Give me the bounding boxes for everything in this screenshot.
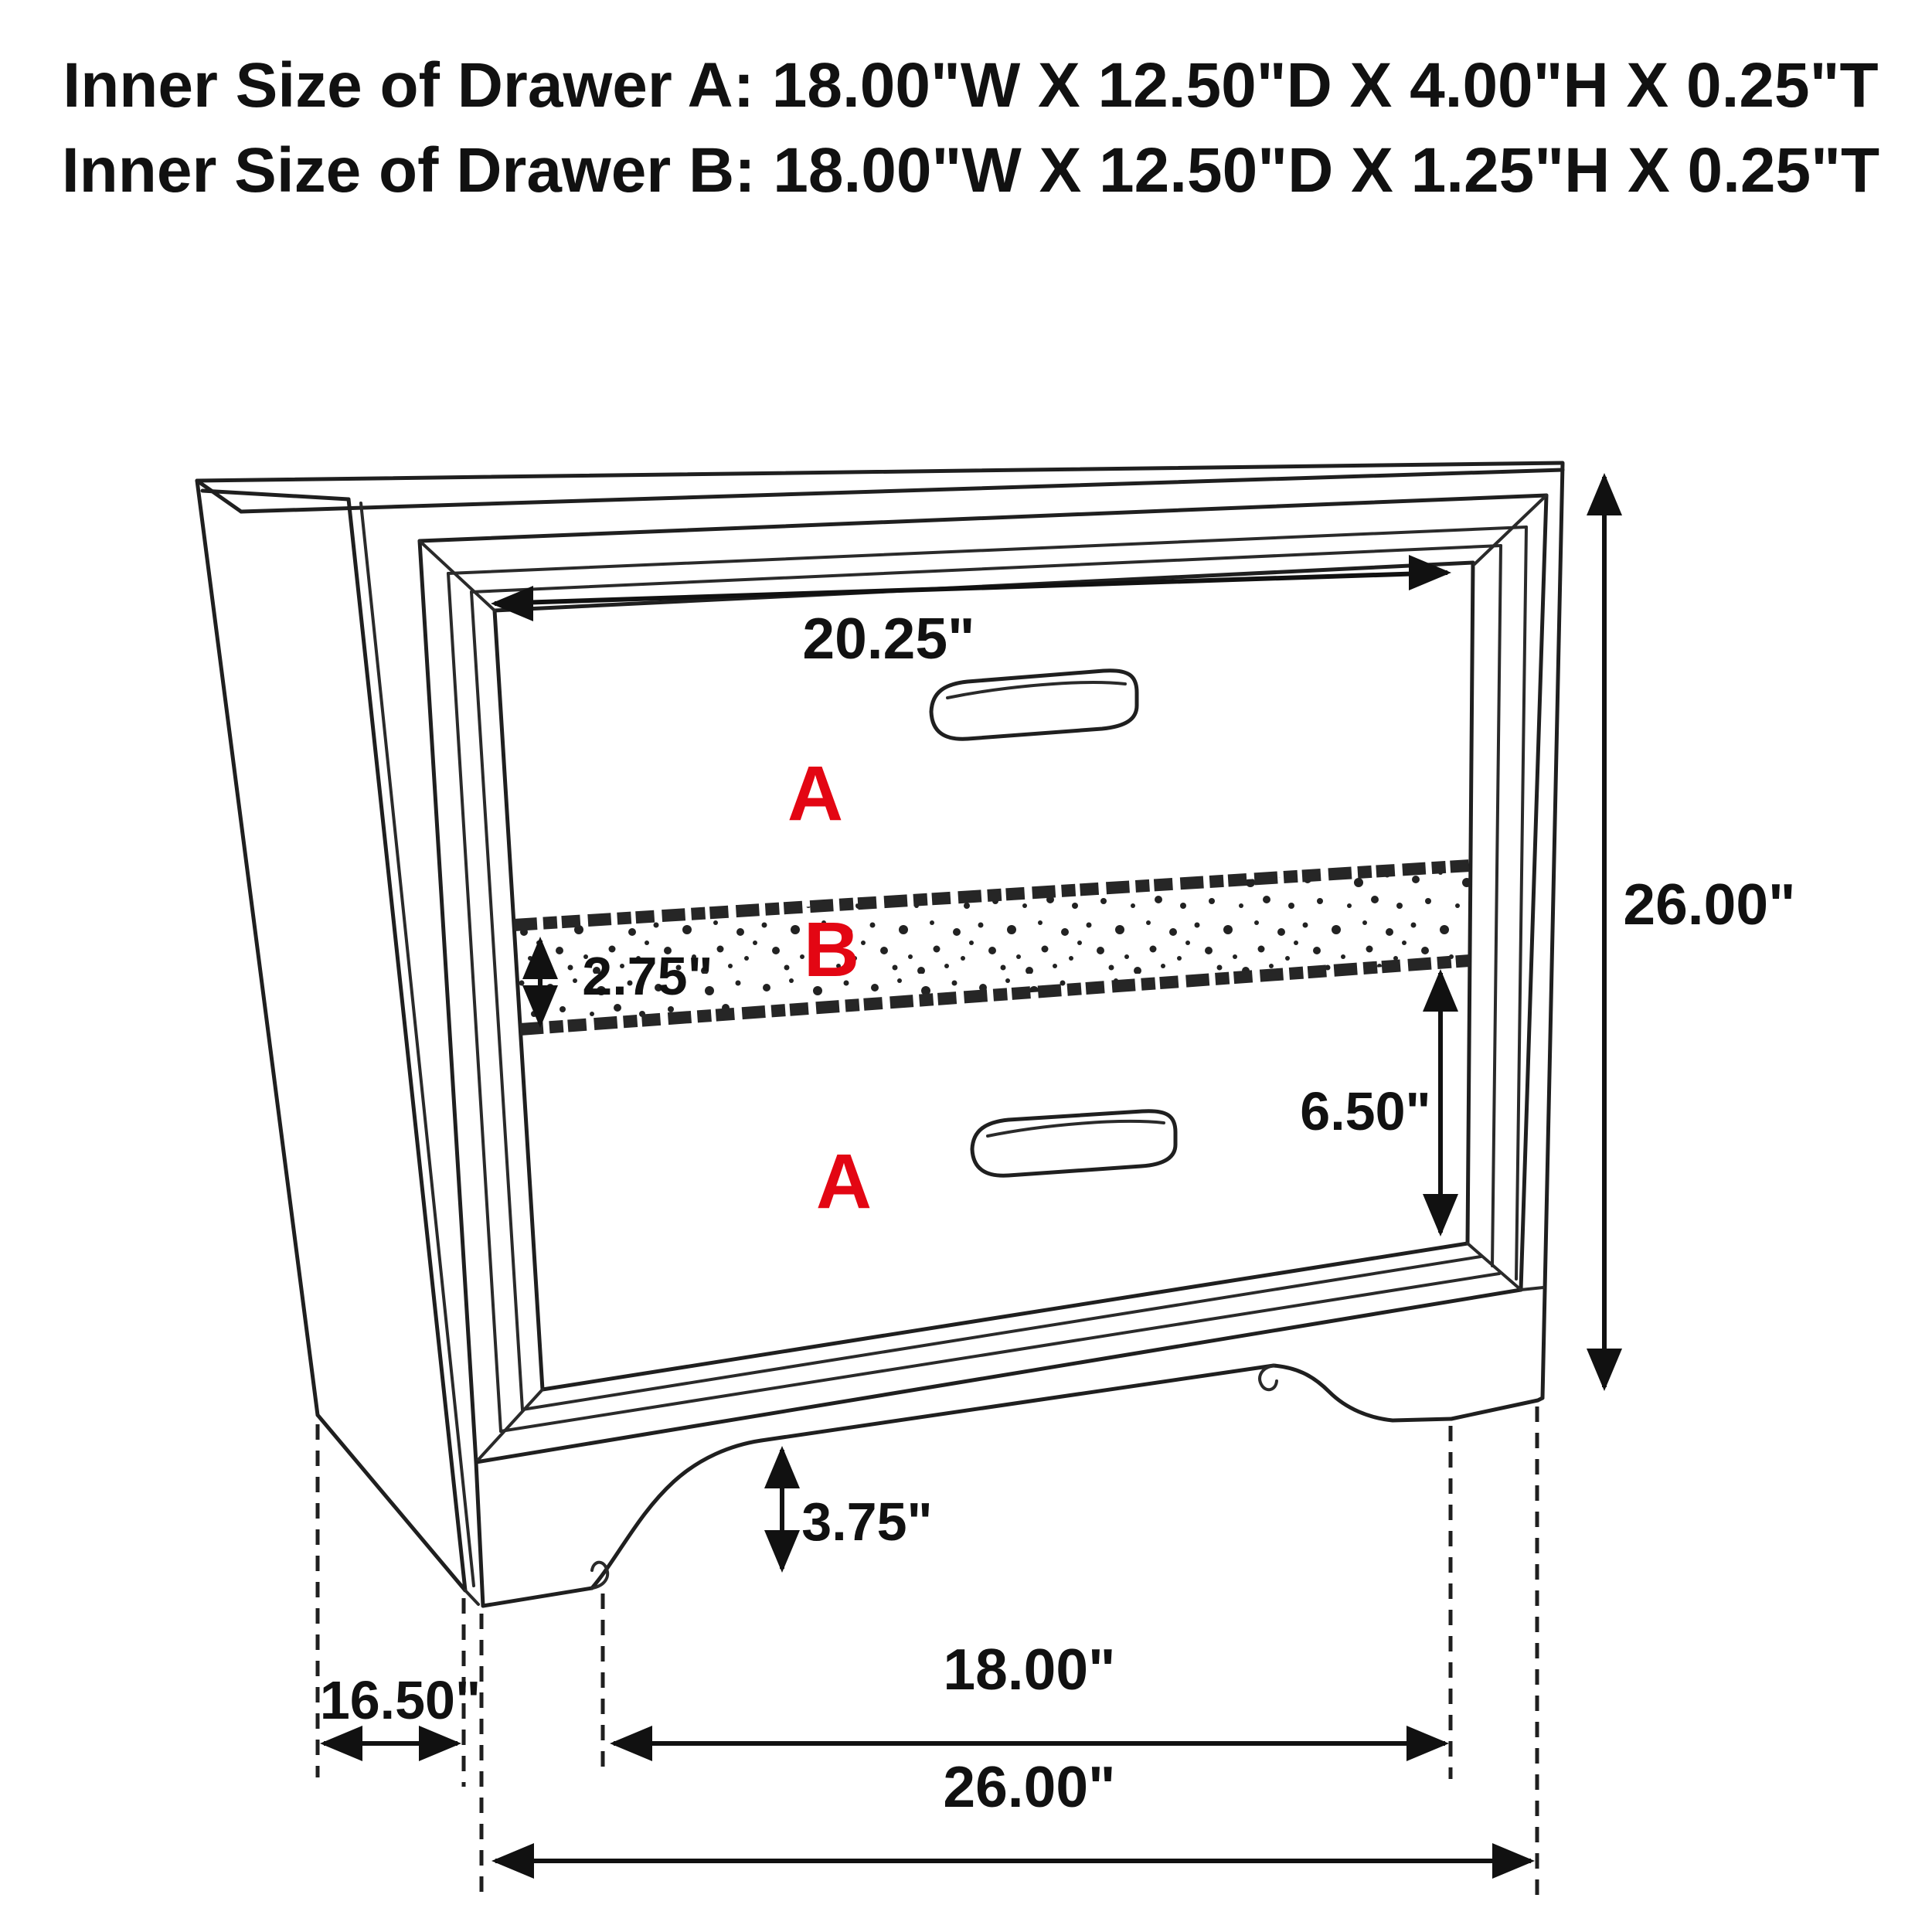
dim-bottom-drawer-height-label: 6.50" — [1300, 1081, 1431, 1141]
dim-between-feet-label: 18.00" — [943, 1637, 1116, 1702]
dim-side-depth-label: 16.50" — [319, 1670, 481, 1730]
dim-overall-height-label: 26.00" — [1623, 872, 1796, 937]
dim-opening-width-label: 20.25" — [802, 606, 975, 671]
dim-overall-width-label: 26.00" — [943, 1754, 1116, 1819]
dim-foot-height-label: 3.75" — [801, 1492, 933, 1552]
drawer-b-label: B — [803, 906, 860, 993]
title-line-2: Inner Size of Drawer B: 18.00"W X 12.50"D X 1.25"H X 0.25"T — [61, 135, 1880, 206]
title-line-1: Inner Size of Drawer A: 18.00"W X 12.50"D X 4.00"H X 0.25"T — [63, 50, 1879, 121]
drawer-a-top-label: A — [787, 750, 844, 837]
dim-band-height-label: 2.75" — [582, 946, 713, 1006]
drawer-a-bottom-label: A — [815, 1138, 872, 1225]
